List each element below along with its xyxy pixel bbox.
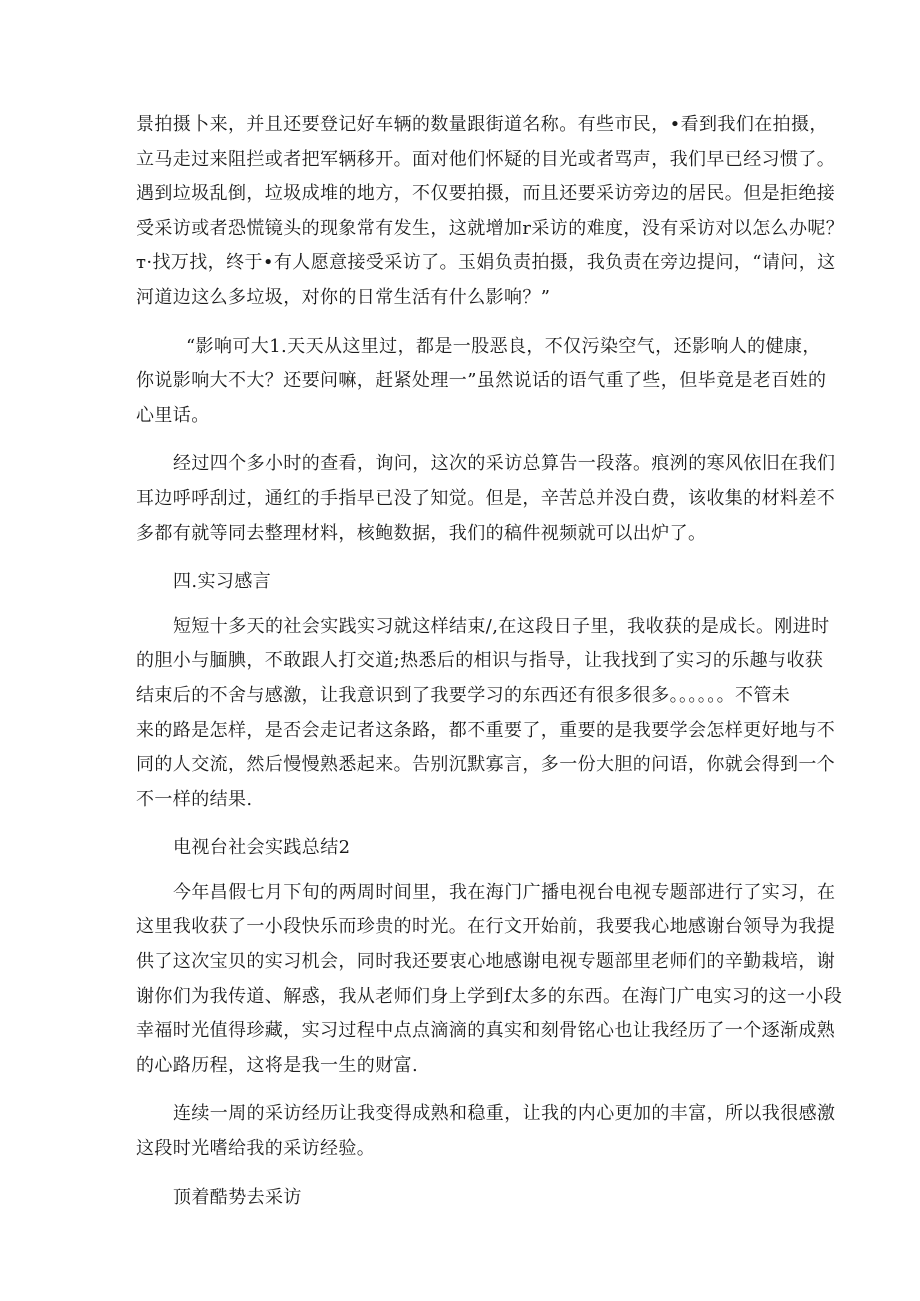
- text-line: 河道边这么多垃圾，对你的日常生活有什么影响？”: [136, 286, 551, 308]
- text-line: т·找万找，终于•有人愿意接受采访了。玉娟负责拍摄，我负责在旁边提问，“请问，这: [136, 252, 836, 274]
- text-line: 今年昌假七月下旬的两周时间里，我在海门广播电视台电视专题部进行了实习，在: [173, 881, 836, 903]
- section-heading-heat-interview: 顶着酷势去采访: [173, 1186, 302, 1208]
- text-line: 立马走过来阻拦或者把军辆移开。面对他们怀疑的目光或者骂声，我们早已经习惯了。: [136, 148, 836, 170]
- text-line: 这段时光嗜给我的采访经验。: [136, 1138, 376, 1160]
- paragraph-conclusion: [136, 447, 836, 551]
- paragraph-interview-filming: [136, 108, 845, 316]
- text-line: 你说影响大不大？还要问嘛，赶紧处理一”虽然说话的语气重了些，但毕竟是老百姓的: [136, 370, 827, 392]
- text-line: 这里我收获了一小段快乐而珍贵的时光。在行文开始前，我要我心地感谢台领导为我提: [136, 916, 836, 938]
- text-line: 不一样的结果.: [136, 788, 253, 810]
- text-line: 结束后的不舍与感激，让我意识到了我要学习的东西还有很多很多。。。。。。不管未: [136, 684, 791, 706]
- text-line: 幸福时光值得珍藏，实习过程中点点滴滴的真实和刻骨铭心也让我经历了一个逐渐成熟: [136, 1020, 836, 1042]
- text-line: 耳边呼呼刮过，通红的手指早已没了知觉。但是，辛苦总并没白费，该收集的材料差不: [136, 487, 836, 509]
- text-line: 来的路是怎样，是否会走记者这条路，都不重要了，重要的是我要学会怎样更好地与不: [136, 719, 836, 741]
- text-line: 的心路历程，这将是我一生的财富.: [136, 1054, 419, 1076]
- text-line: 供了这次宝贝的实习机会，同时我还要衷心地感谢电视专题部里老师们的辛勤栽培，谢: [136, 951, 836, 973]
- text-line: 景拍摄卜来，并且还要登记好车辆的数量跟街道名称。有些市民，•看到我们在拍摄，: [136, 114, 828, 135]
- text-line: 同的人交流，然后慢慢熟悉起来。告别沉默寡言，多一份大胆的问语，你就会得到一个: [136, 754, 836, 776]
- paragraph-internship-intro: [136, 876, 843, 1084]
- text-line: 谢你们为我传道、解惑，我从老师们身上学到f太多的东西。在海门广电实习的这一小段: [136, 985, 843, 1007]
- text-line: 经过四个多小时的查看，询问，这次的采访总算告一段落。痕洌的寒风依旧在我们: [173, 453, 836, 475]
- paragraph-growth: [136, 1097, 836, 1166]
- document-body: [136, 108, 845, 1225]
- paragraph-resident-quote: [136, 330, 827, 434]
- text-line: 的胆小与腼腆，不敢跟人打交道;热悉后的相识与指导，让我找到了实习的乐趣与收获: [136, 650, 824, 672]
- text-line: 连续一周的采访经历让我变得成熟和稳重，让我的内心更加的丰富，所以我很感激: [173, 1103, 836, 1125]
- text-line: 受采访或者恐慌镜头的现象常有发生，这就增加r采访的难度，没有采访对以怎么办呢？: [136, 217, 845, 239]
- text-line: 短短十多天的社会实践实习就这样结束/,在这段日子里，我收获的是成长。刚进时: [173, 615, 830, 637]
- paragraph-reflection: [136, 610, 836, 818]
- section-heading-summary-2: 电视台社会实践总结2: [173, 837, 351, 859]
- text-line: 心里话。: [136, 404, 210, 426]
- text-line: 多都有就等同去整理材料，核鲍数据，我们的稿件视频就可以出炉了。: [136, 522, 707, 544]
- text-line: 遇到垃圾乱倒，垃圾成堆的地方，不仅要拍摄，而且还要采访旁边的居民。但是拒绝接: [136, 183, 836, 205]
- text-line: “影响可大1.天天从这里过，都是一股恶良，不仅污染空气，还影响人的健康，: [186, 335, 821, 357]
- section-heading-reflection: 四.实习感言: [173, 571, 272, 593]
